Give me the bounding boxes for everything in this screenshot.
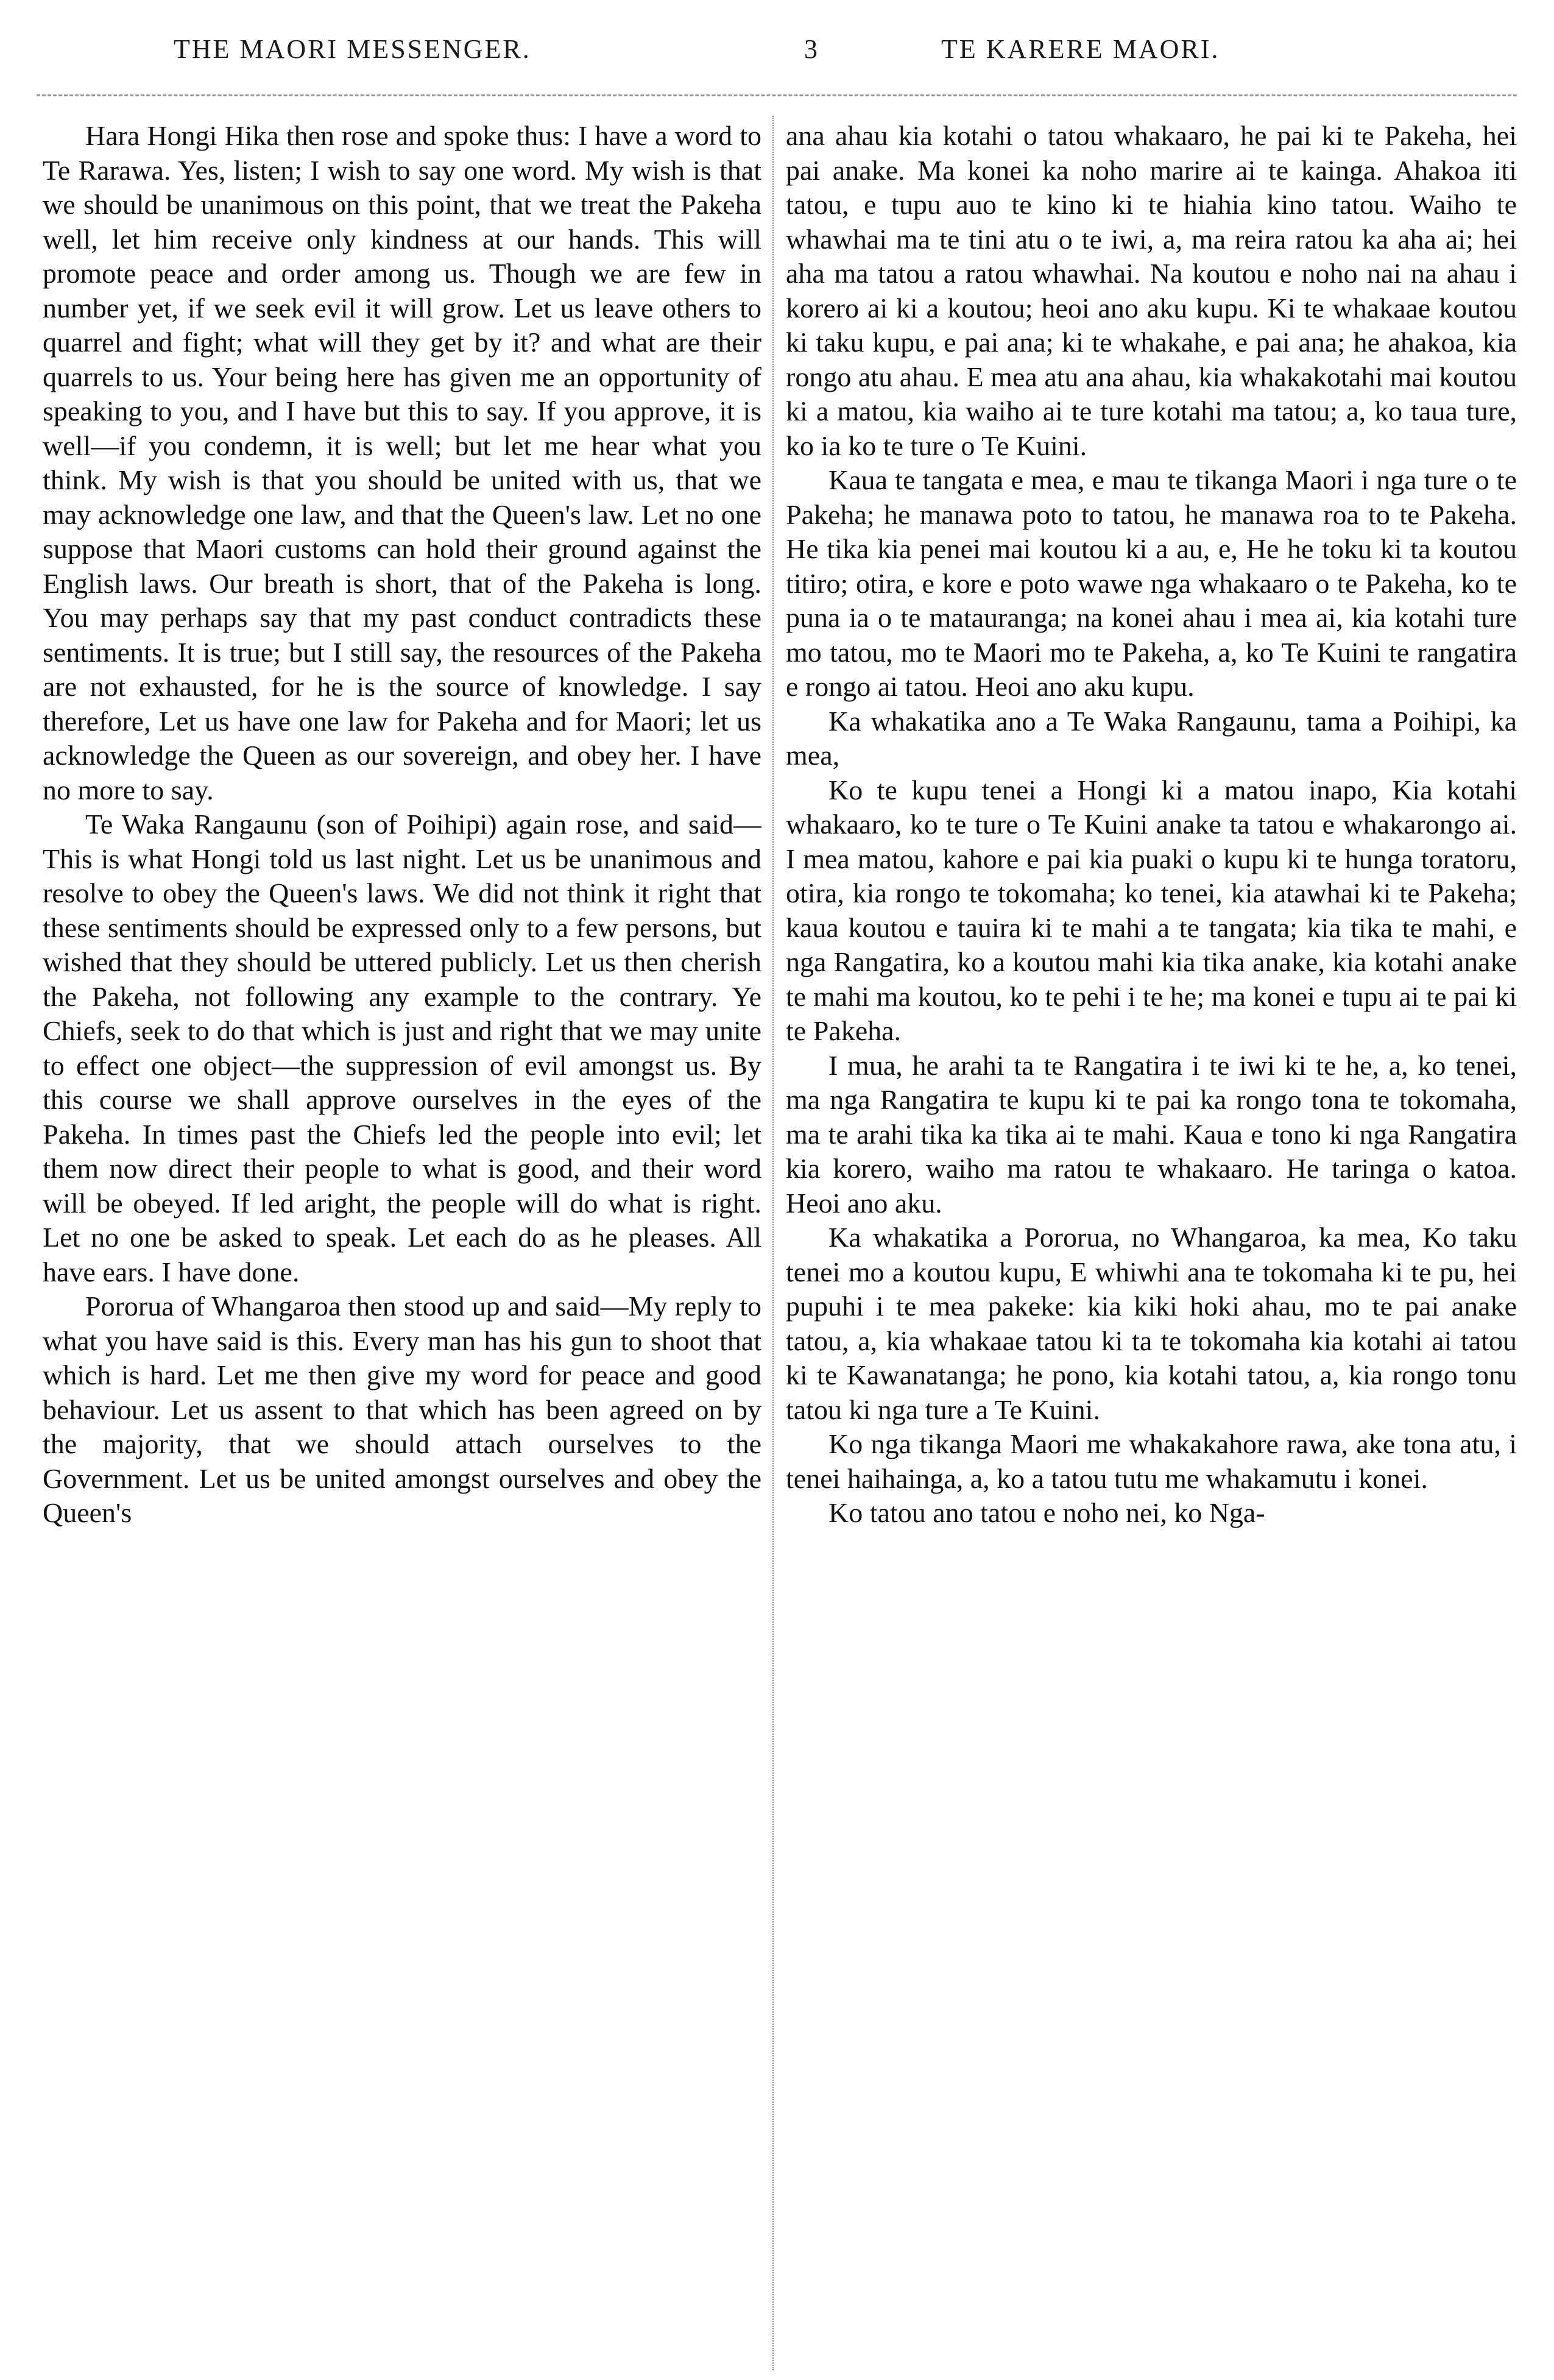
paragraph-kupu-a-hongi: Ko te kupu tenei a Hongi ki a matou inapo, Kia kotahi whakaaro, ko te ture o Te Kuini anake ta tatou e whakarongo ai. I mea matou, kahore e pai kia puaki o kupu ki te hunga toratoru, otira, kia rongo te tokomaha; ko tenei, kia atawhai ki te Pakeha; kaua koutou e tauira ki te mahi a te tangata; kia tika te mahi, e nga Rangatira, ko a koutou mahi kia tika anake, kia kotahi anake te mahi ma koutou, ko te pehi i te he; ma konei e tupu ai te pai ki te Pakeha. <box>786 774 1517 1046</box>
paragraph-waka-rangaunu-intro: Ka whakatika ano a Te Waka Rangaunu, tama a Poihipi, ka mea, <box>786 705 1517 771</box>
paragraph-hongi-speech: Hara Hongi Hika then rose and spoke thus: I have a word to Te Rarawa. Yes, listen; I wish to say one word. My wish is that we should be unanimous on this point, that we treat the Pakeha well, let him receive only kindness at our hands. This will promote peace and order among us. Though we are few in number yet, if we seek evil it will grow. Let us leave others to quarrel and fight; what will they get by it? and what are their quarrels to us. Your being here has given me an opportunity of speaking to you, and I have but this to say. If you approve, it is well—if you condemn, it is well; but let me hear what you think. My wish is that you should be united with us, that we may acknowledge one law, and that the Queen's law. Let no one suppose that Maori customs can hold their ground against the English laws. Our breath is short, that of the Pakeha is long. You may perhaps say that my past conduct contradicts these sentiments. It is true; but I still say, the resources of the Pakeha are not exhausted, for he is the source of knowledge. I say therefore, Let us have one law for Pakeha and for Maori; let us acknowledge the Queen as our sovereign, and obey her. I have no more to say. <box>43 120 761 806</box>
maori-column <box>786 119 1517 2367</box>
header-rule <box>37 94 1517 96</box>
header-english-title: THE MAORI MESSENGER. <box>174 34 531 64</box>
running-head <box>104 27 1517 76</box>
header-maori-title: TE KARERE MAORI. <box>941 34 1220 64</box>
paragraph-tikanga-maori: Kaua te tangata e mea, e mau te tikanga Maori i nga ture o te Pakeha; he manawa poto to tatou, he manawa roa to te Pakeha. He tika kia penei mai koutou ki a au, e, He he toku ki ta koutou titiro; otira, e kore e poto wawe nga whakaaro o te Pakeha, ko te puna ia o te matauranga; na konei ahau i mea ai, kia kotahi ture mo tatou, mo te Maori mo te Pakeha, a, ko Te Kuini te rangatira e rongo ai tatou. Heoi ano aku kupu. <box>786 464 1517 702</box>
paragraph-waka-rangaunu-speech: Te Waka Rangaunu (son of Poihipi) again rose, and said—This is what Hongi told us last night. Let us be unanimous and resolve to obey the Queen's laws. We did not think it right that these sentiments should be expressed only to a few persons, but wished that they should be uttered publicly. Let us then cherish the Pakeha, not following any example to the contrary. Ye Chiefs, seek to do that which is just and right that we may unite to effect one object—the suppression of evil amongst us. By this course we shall approve ourselves in the eyes of the Pakeha. In times past the Chiefs led the people into evil; let them now direct their people to what is good, and their word will be obeyed. If led aright, the people will do what is right. Let no one be asked to speak. Let each do as he pleases. All have ears. I have done. <box>43 809 761 1287</box>
paragraph-tikanga-whakakahore: Ko nga tikanga Maori me whakakahore rawa, ake tona atu, i tenei haihainga, a, ko a tatou tutu me whakamutu i konei. <box>786 1428 1517 1494</box>
paragraph-i-mua: I mua, he arahi ta te Rangatira i te iwi ki te he, a, ko tenei, ma nga Rangatira te kupu ki te pai ka rongo tona te tokomaha, ma te arahi tika ka tika ai te mahi. Kaua e tono ki nga Rangatira kia korero, waiho ma ratou te whakaaro. He taringa o katoa. Heoi ano aku. <box>786 1049 1517 1219</box>
column-divider <box>772 116 774 2370</box>
page-number: 3 <box>804 34 819 64</box>
paragraph-pororua-korero: Ka whakatika a Pororua, no Whangaroa, ka mea, Ko taku tenei mo a koutou kupu, E whiwhi ana te tokomaha ki te pu, hei pupuhi i te mea pakeke: kia kiki hoki ahau, mo te pai anake tatou, a, kia whakaae tatou ki ta te tokomaha kia kotahi ai tatou ki te Kawanatanga; he pono, kia kotahi tatou, a, kia rongo tonu tatou ki nga ture a Te Kuini. <box>786 1222 1517 1425</box>
paragraph-ko-tatou: Ko tatou ano tatou e noho nei, ko Nga- <box>828 1497 1265 1528</box>
paragraph-continued-kupu: ana ahau kia kotahi o tatou whakaaro, he pai ki te Pakeha, hei pai anake. Ma konei ka noho marire ai te kainga. Ahakoa iti tatou, e tupu auo te kino ki te hiahia kino tatou. Waiho te whawhai ma te tini atu o te iwi, a, ma reira ratou ka aha ai; hei aha ma tatou a ratou whawhai. Na koutou e noho nai na ahau i korero ai ki a koutou; heoi ano aku kupu. Ki te whakaae koutou ki taku kupu, e pai ana; ki te whakahe, e pai ana; he ahakoa, kia rongo atu ahau. E mea atu ana ahau, kia whakakotahi mai koutou ki a matou, kia waiho ai te ture kotahi ma tatou; a, ko taua ture, ko ia ko te ture o Te Kuini. <box>786 120 1517 461</box>
paragraph-pororua-speech: Pororua of Whangaroa then stood up and said—My reply to what you have said is this. Every man has his gun to shoot that which is hard. Let me then give my word for peace and good behaviour. Let us assent to that which has been agreed on by the majority, that we should attach ourselves to the Government. Let us be united amongst ourselves and obey the Queen's <box>43 1291 761 1528</box>
english-column <box>43 119 761 2367</box>
